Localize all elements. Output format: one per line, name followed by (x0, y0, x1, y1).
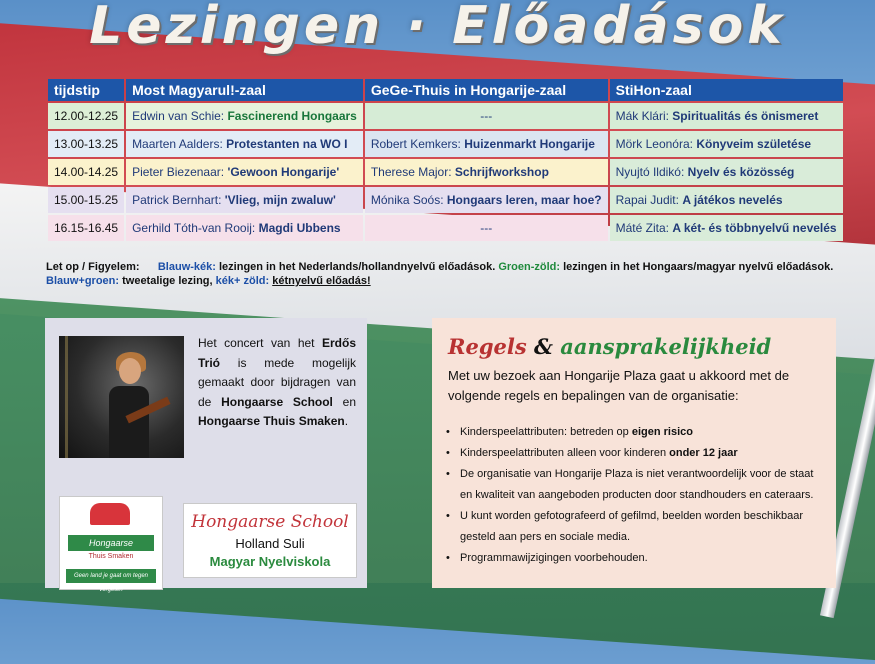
rules-list (446, 422, 824, 569)
room3-cell (610, 159, 843, 185)
room2-cell (365, 131, 608, 157)
header-room-1: Most Magyarul!-zaal (126, 79, 363, 101)
time-cell: 12.00-12.25 (48, 103, 124, 129)
list-item (446, 548, 824, 569)
topic: Protestanten na WO I (226, 137, 348, 151)
logo1-sub: Thuis Smaken (88, 553, 134, 560)
speaker: Pieter Biezenaar: (132, 165, 225, 179)
topic: 'Gewoon Hongarije' (227, 165, 340, 179)
rule-bold: onder 12 jaar (669, 447, 738, 459)
rules-title-a: Regels (448, 334, 527, 359)
rule-text: Kinderspeelattributen: betreden op (460, 426, 632, 438)
room1-cell (126, 187, 363, 213)
list-item (446, 422, 824, 443)
topic: Huizenmarkt Hongarije (464, 137, 595, 151)
concert-text-2: is mede mogelijk gemaakt door bijdragen van de (198, 355, 356, 409)
topic: A játékos nevelés (682, 193, 783, 207)
table-row (48, 159, 843, 185)
speaker: Gerhild Tóth-van Rooij: (132, 221, 256, 235)
table-row (48, 131, 843, 157)
rules-title (448, 334, 771, 359)
legend-blue-label: Blauw-kék: (157, 261, 216, 273)
legend-lead: Let op / Figyelem: (46, 261, 140, 273)
rule-text: Kinderspeelattributen alleen voor kinderen (460, 447, 670, 459)
language-legend (46, 260, 836, 288)
room1-cell (126, 131, 363, 157)
rule-text: U kunt worden gefotografeerd of gefilmd, beelden worden beschikbaar gesteld aan pers en sociale media. (460, 510, 804, 543)
speaker: Robert Kemkers: (370, 137, 461, 151)
header-time: tijdstip (48, 79, 124, 101)
room3-cell (610, 103, 843, 129)
speaker: Patrick Bernhart: (132, 193, 222, 207)
topic: Könyveim születése (696, 137, 812, 151)
table-row (48, 103, 843, 129)
rules-title-b: aansprakelijkheid (560, 334, 772, 359)
topic: Hongaars leren, maar hoe? (446, 193, 602, 207)
room3-cell (610, 215, 843, 241)
room2-cell (365, 159, 608, 185)
concert-trio: Erdős Trió (198, 336, 356, 370)
logo1-motto: Geen land je gaat om tegen vergeten (66, 569, 156, 583)
concert-text-3: en (332, 394, 356, 409)
room1-cell (126, 159, 363, 185)
legend-mix-label: Blauw+groen: (46, 275, 120, 287)
concert-school: Hongaarse School (221, 394, 333, 409)
concert-text (198, 334, 356, 432)
list-item (446, 443, 824, 464)
rules-intro: Met uw bezoek aan Hongarije Plaza gaat u akkoord met de volgende regels en bepalingen van de organisatie: (448, 368, 790, 403)
schedule-header-row (48, 79, 843, 101)
concert-smaken: Hongaarse Thuis Smaken (198, 414, 345, 428)
speaker: Mónika Soós: (370, 193, 444, 207)
topic: A két- és többnyelvű nevelés (672, 221, 837, 235)
room3-cell (610, 131, 843, 157)
logo2-line1: Hongaarse School (191, 512, 349, 532)
logo2-line2: Holland Suli (235, 536, 305, 551)
room2-cell (365, 103, 608, 129)
legend-green-label: Groen-zöld: (498, 261, 561, 273)
logo1-name: Hongaarse (68, 535, 154, 551)
topic: Schrijfworkshop (454, 165, 549, 179)
concert-panel (45, 318, 367, 593)
table-row (48, 215, 843, 241)
legend-mix-text: tweetalige lezing, (119, 275, 213, 287)
rules-title-amp: & (526, 334, 561, 359)
room2-cell (365, 215, 608, 241)
speaker: Maarten Aalders: (132, 137, 223, 151)
table-row (48, 187, 843, 213)
legend-green-text: lezingen in het Hongaars/magyar nyelvű előadások. (560, 261, 834, 273)
room3-cell (610, 187, 843, 213)
concert-text-4: . (344, 414, 349, 428)
topic: Nyelv és közösség (687, 165, 795, 179)
header-room-3: StiHon-zaal (610, 79, 843, 101)
legend-kz-text: kétnyelvű előadás! (272, 275, 371, 287)
time-cell: 14.00-14.25 (48, 159, 124, 185)
topic: --- (480, 109, 493, 123)
speaker: Therese Major: (370, 165, 452, 179)
topic: Magdi Ubbens (258, 221, 341, 235)
legend-kz-label: kék+ zöld: (215, 275, 270, 287)
rule-text: De organisatie van Hongarije Plaza is niet verantwoordelijk voor de staat en kwaliteit van aangeboden producten door standhouders en cateraars. (460, 468, 814, 501)
page-title: Lezingen · Előadások (89, 0, 786, 56)
hongaarse-school-logo (183, 503, 357, 578)
rule-text: Programmawijzigingen voorbehouden. (460, 552, 648, 564)
concert-text-1: Het concert van het (198, 336, 322, 350)
violinist-photo (59, 336, 184, 458)
thuis-smaken-logo (59, 496, 163, 593)
topic: Spiritualitás és önismeret (672, 109, 819, 123)
topic: Fascinerend Hongaars (227, 109, 357, 123)
chef-hat-icon (90, 503, 130, 525)
logo2-line3: Magyar Nyelviskola (209, 554, 331, 569)
speaker: Máté Zita: (615, 221, 669, 235)
time-cell: 16.15-16.45 (48, 215, 124, 241)
list-item (446, 506, 824, 548)
list-item (446, 464, 824, 506)
legend-blue-text: lezingen in het Nederlands/hollandnyelvű előadások. (215, 261, 496, 273)
speaker: Nyujtó Ildikó: (615, 165, 685, 179)
topic: 'Vlieg, mijn zwaluw' (224, 193, 336, 207)
room1-cell (126, 215, 363, 241)
rules-panel (432, 318, 836, 588)
header-room-2: GeGe-Thuis in Hongarije-zaal (365, 79, 608, 101)
time-cell: 15.00-15.25 (48, 187, 124, 213)
schedule-table (46, 77, 845, 243)
speaker: Mörk Leonóra: (615, 137, 693, 151)
topic: --- (480, 221, 493, 235)
rule-bold: eigen risico (631, 426, 693, 438)
speaker: Rapai Judit: (615, 193, 679, 207)
room1-cell (126, 103, 363, 129)
speaker: Edwin van Schie: (132, 109, 225, 123)
room2-cell (365, 187, 608, 213)
time-cell: 13.00-13.25 (48, 131, 124, 157)
speaker: Mák Klári: (615, 109, 669, 123)
